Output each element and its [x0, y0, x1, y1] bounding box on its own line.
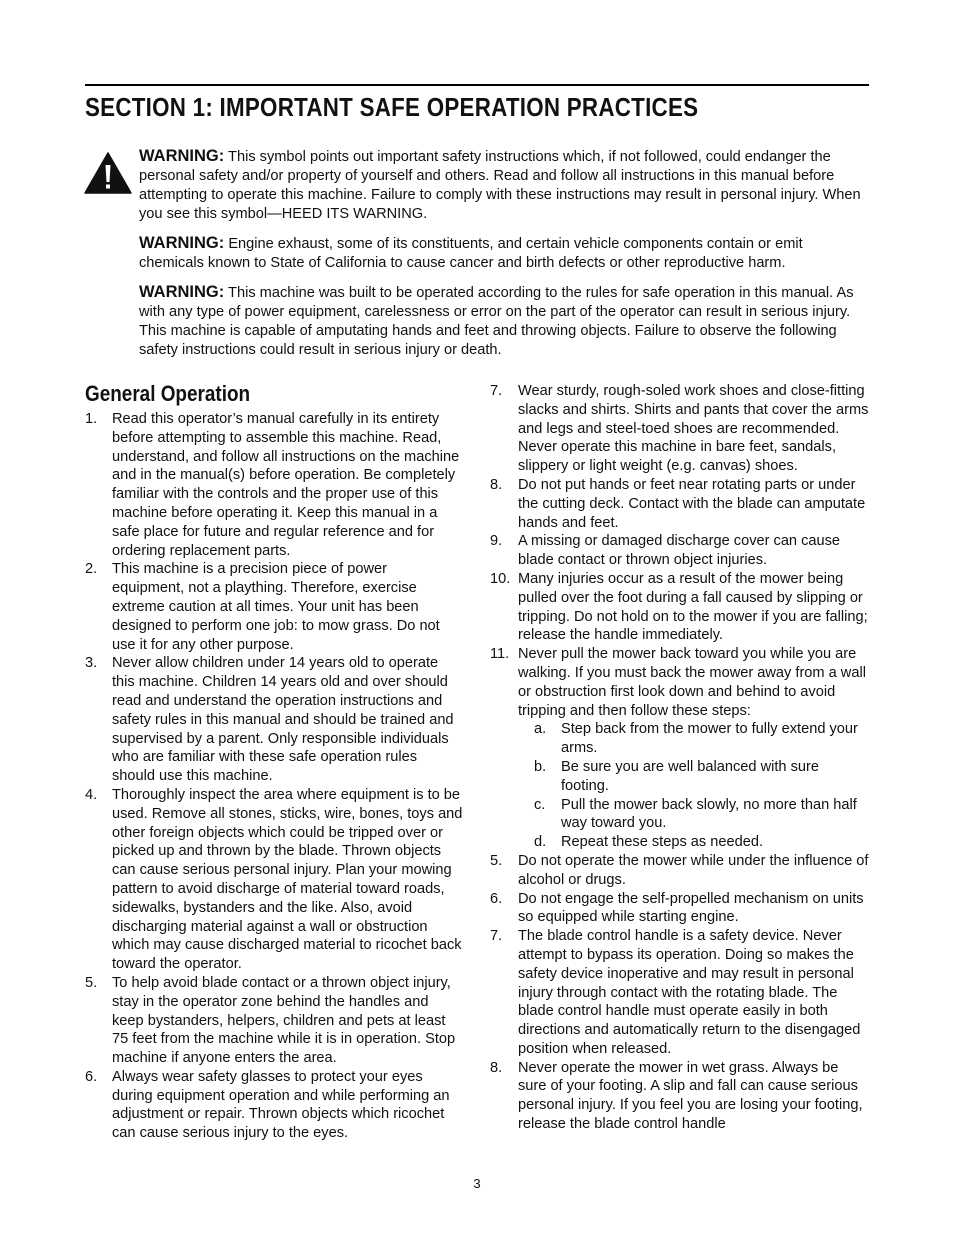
item-text: The blade control handle is a safety device. Never attempt to bypass its operation. Doing so makes the safety device inoperative and may result in personal injury through contact with the rotating blade. The blade control handle must operate easily in both directions and automatically return to the disengaged position when released. [518, 928, 861, 1057]
item-number: 6. [85, 1068, 98, 1085]
item-number: 11. [490, 646, 510, 663]
item-number: 1. [85, 411, 98, 427]
warning-text: Engine exhaust, some of its constituents, and certain vehicle components contain or emit chemicals known to State of California to cause cancer and birth defects or other reproductive harm. [139, 236, 803, 271]
item-number: 3. [85, 655, 98, 672]
sub-item-letter: c. [534, 796, 546, 813]
list-item [490, 645, 870, 852]
item-text: Never operate the mower in wet grass. Always be sure of your footing. A slip and fall can cause serious personal injury. If you feel you are losing your footing, release the blade control handle [518, 1059, 863, 1133]
item-text: Thoroughly inspect the area where equipment is to be used. Remove all stones, sticks, wire, bones, toys and other foreign objects which could be tripped over or picked up and thrown by the blade. Thrown objects can cause serious personal injury. Plan your mowing pattern to avoid discharge of material toward roads, sidewalks, bystanders and the like. Also, avoid discharging material against a wall or obstruction which may cause discharged material to ricochet back toward the operator. [112, 786, 463, 973]
item-number: 5. [85, 974, 98, 991]
list-item [490, 476, 870, 532]
warning-label: WARNING: [139, 283, 225, 301]
item-number: 7. [490, 383, 503, 399]
warning-paragraph [139, 234, 869, 273]
list-item [490, 927, 870, 1059]
sub-list-item [518, 796, 870, 834]
page-number: 3 [473, 1176, 481, 1191]
item-text: Do not put hands or feet near rotating parts or under the cutting deck. Contact with the blade can amputate hands and feet. [518, 476, 866, 531]
item-number: 7. [490, 928, 503, 945]
item-text: To help avoid blade contact or a thrown object injury, stay in the operator zone behind the handles and keep bystanders, helpers, children and pets at least 75 feet from the machine while it is in operation. Stop machine if anyone enters the area. [112, 974, 456, 1067]
warning-paragraph [139, 283, 869, 360]
sub-list-item [518, 758, 870, 796]
item-text: This machine is a precision piece of power equipment, not a plaything. Therefore, exercise extreme caution at all times. Your unit has been designed to perform one job: to mow grass. Do not use it for any other purpose. [112, 561, 440, 653]
warning-label: WARNING: [139, 147, 225, 165]
right-list [490, 382, 870, 1134]
item-number: 2. [85, 561, 98, 578]
list-item [490, 570, 870, 645]
sub-list [518, 720, 870, 852]
item-number: 9. [490, 533, 503, 550]
warnings-block [139, 147, 869, 370]
list-item [85, 1068, 463, 1143]
right-column [490, 382, 870, 1134]
list-item [490, 382, 870, 476]
list-item [85, 560, 463, 654]
list-item [85, 786, 463, 974]
item-text: Do not operate the mower while under the influence of alcohol or drugs. [518, 852, 869, 888]
item-text: Always wear safety glasses to protect your eyes during equipment operation and while performing an adjustment or repair. Thrown objects which ricochet can cause serious injury to the eyes. [112, 1068, 450, 1142]
sub-item-letter: b. [534, 758, 547, 775]
warning-paragraph [139, 147, 869, 224]
item-number: 4. [85, 786, 98, 803]
sub-item-letter: d. [534, 834, 547, 851]
item-number: 5. [490, 852, 503, 869]
left-column [85, 382, 463, 1143]
top-rule [85, 84, 869, 86]
item-text: Never pull the mower back toward you while you are walking. If you must back the mower away from a wall or obstruction first look down and behind to avoid tripping and then follow these steps: [518, 646, 866, 719]
list-item [85, 654, 463, 786]
sub-item-text: Repeat these steps as needed. [561, 834, 764, 851]
warning-triangle-icon [84, 152, 132, 194]
item-number: 8. [490, 1059, 503, 1076]
left-list [85, 410, 463, 1143]
list-item [490, 890, 870, 928]
section-title: SECTION 1: IMPORTANT SAFE OPERATION PRACTICES [85, 92, 699, 122]
list-item [490, 532, 870, 570]
list-item [490, 1059, 870, 1134]
item-number: 6. [490, 890, 503, 907]
sub-list-item [518, 833, 870, 852]
item-number: 10. [490, 570, 511, 587]
item-text: Read this operator’s manual carefully in its entirety before attempting to assemble this machine. Read, understand, and follow all instructions on the machine and in the manual(s) before operation. Be completely familiar with the controls and the proper use of this machine before operating it. Keep this manual in a safe place for future and regular reference and for ordering replacement parts. [112, 411, 460, 559]
warning-text: This machine was built to be operated according to the rules for safe operation in this manual. As with any type of power equipment, carelessness or error on the part of the operator can result in serious injury. This machine is capable of amputating hands and feet and throwing objects. Failure to observe the following safety instructions could result in serious injury or death. [139, 285, 854, 358]
sub-item-letter: a. [534, 721, 547, 738]
sub-list-item [518, 720, 870, 758]
sub-item-text: Be sure you are well balanced with sure footing. [561, 758, 819, 794]
list-item [490, 852, 870, 890]
item-text: Wear sturdy, rough-soled work shoes and close-fitting slacks and shirts. Shirts and pants that cover the arms and legs and steel-toed shoes are recommended. Never operate this machine in bare feet, sandals, slippery or light weight (e.g. canvas) shoes. [518, 383, 869, 475]
warning-text: This symbol points out important safety instructions which, if not followed, could endanger the personal safety and/or property of yourself and others. Read and follow all instructions in this manual before attempting to operate this machine. Failure to comply with these instructions may result in personal injury. When you see this symbol—HEED ITS WARNING. [139, 149, 861, 222]
general-operation-heading: General Operation [85, 381, 251, 406]
warning-label: WARNING: [139, 234, 225, 252]
item-text: Many injuries occur as a result of the mower being pulled over the foot during a fall caused by slipping or tripping. Do not hold on to the mower if you are falling; release the handle immediately. [518, 570, 868, 644]
item-number: 8. [490, 476, 503, 493]
item-text: Do not engage the self-propelled mechanism on units so equipped while starting engine. [518, 890, 864, 926]
list-item [85, 974, 463, 1068]
sub-item-text: Pull the mower back slowly, no more than half way toward you. [561, 796, 857, 832]
item-text: Never allow children under 14 years old to operate this machine. Children 14 years old and over should read and understand the operation instructions and safety rules in this manual and should be trained and supervised by a parent. Only responsible individuals who are familiar with these safe operation rules should use this machine. [112, 655, 454, 785]
item-text: A missing or damaged discharge cover can cause blade contact or thrown object injuries. [518, 533, 841, 569]
sub-item-text: Step back from the mower to fully extend your arms. [561, 721, 858, 757]
list-item [85, 410, 463, 560]
